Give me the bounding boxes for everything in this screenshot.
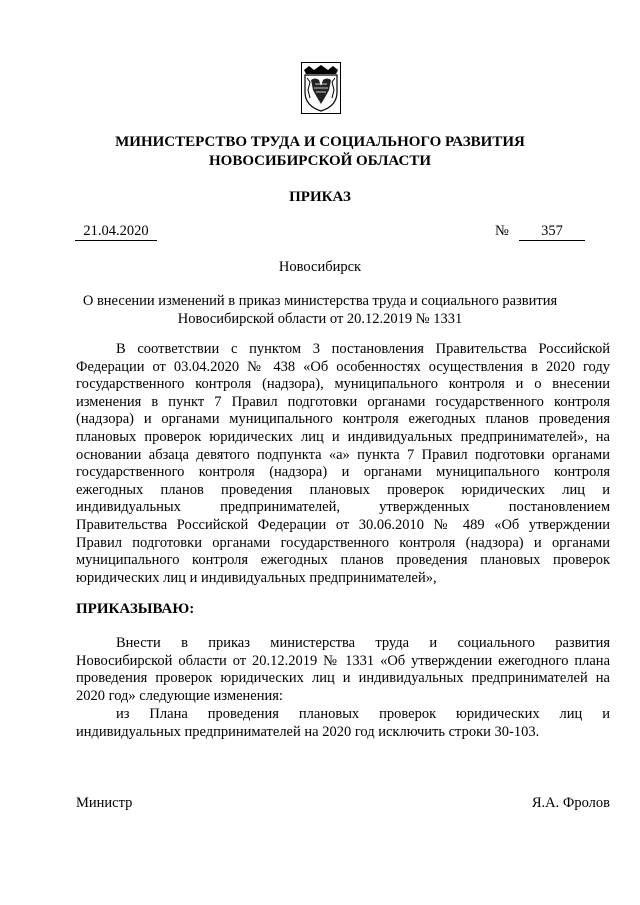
preamble-line: государственного контроля (надзора) и органами муниципального контроля: [76, 464, 610, 481]
preamble-line: В соответствии с пунктом 3 постановления Правительства Российской: [116, 341, 610, 357]
order-subject: [0, 292, 640, 328]
subject-line-1: О внесении изменений в приказ министерства труда и социального развития: [82, 293, 558, 309]
order-line: Внести в приказ министерства труда и социального развития: [116, 635, 610, 651]
preamble-line: государственного контроля (надзора), муниципального контроля и о внесении: [76, 376, 610, 393]
order-number: 357: [519, 222, 585, 241]
order-word: ПРИКАЗЫВАЮ:: [76, 601, 195, 617]
coat-of-arms-icon: [301, 62, 341, 114]
change-line: индивидуальных предпринимателей на 2020 год исключить строки 30-103.: [76, 723, 540, 740]
number-sign: №: [495, 223, 509, 239]
document-type: ПРИКАЗ: [289, 189, 351, 205]
order-line: 2020 год» следующие изменения:: [76, 687, 283, 704]
ministry-line-1: МИНИСТЕРСТВО ТРУДА И СОЦИАЛЬНОГО РАЗВИТИЯ: [115, 134, 525, 150]
preamble-line: индивидуальных предпринимателей, утвержденных постановлением: [76, 499, 610, 516]
preamble-line: (надзора) и органами муниципального контроля ежегодных планов проведения: [76, 411, 610, 428]
preamble-line: Правил подготовки органами государственного контроля (надзора) и органами: [76, 534, 610, 551]
preamble-line: основании абзаца девятого подпункта «а» пункта 7 Правил подготовки органами: [76, 446, 610, 463]
preamble-line: Федерации от 03.04.2020 № 438 «Об особенностях осуществления в 2020 году: [76, 358, 610, 375]
preamble-line: муниципального контроля ежегодных планов проведения плановых проверок: [76, 552, 610, 569]
order-date: 21.04.2020: [75, 222, 157, 241]
change-paragraph: [76, 706, 610, 741]
preamble-paragraph: [76, 341, 610, 587]
city: Новосибирск: [278, 259, 362, 275]
preamble-line: плановых проверок юридических лиц и индивидуальных предпринимателей», на: [76, 428, 610, 445]
subject-line-2: Новосибирской области от 20.12.2019 № 1331: [177, 311, 463, 327]
ministry-name: [0, 133, 640, 171]
change-line: из Плана проведения плановых проверок юридических лиц и: [116, 706, 610, 722]
preamble-line: ежегодных планов проведения плановых проверок юридических лиц и: [76, 481, 610, 498]
order-paragraph: [76, 635, 610, 705]
signer-name: Я.А. Фролов: [531, 795, 610, 811]
preamble-line: юридических лиц и индивидуальных предпринимателей»,: [76, 569, 437, 586]
order-line: Новосибирской области от 20.12.2019 № 1331 «Об утверждении ежегодного плана: [76, 652, 610, 669]
ministry-line-2: НОВОСИБИРСКОЙ ОБЛАСТИ: [208, 153, 432, 169]
signer-title: Министр: [76, 795, 133, 811]
order-line: проведения проверок юридических лиц и индивидуальных предпринимателей на: [76, 670, 610, 687]
preamble-line: Правительства Российской Федерации от 30.06.2010 № 489 «Об утверждении: [76, 516, 610, 533]
preamble-line: изменения в пункт 7 Правил подготовки органами государственного контроля: [76, 393, 610, 410]
